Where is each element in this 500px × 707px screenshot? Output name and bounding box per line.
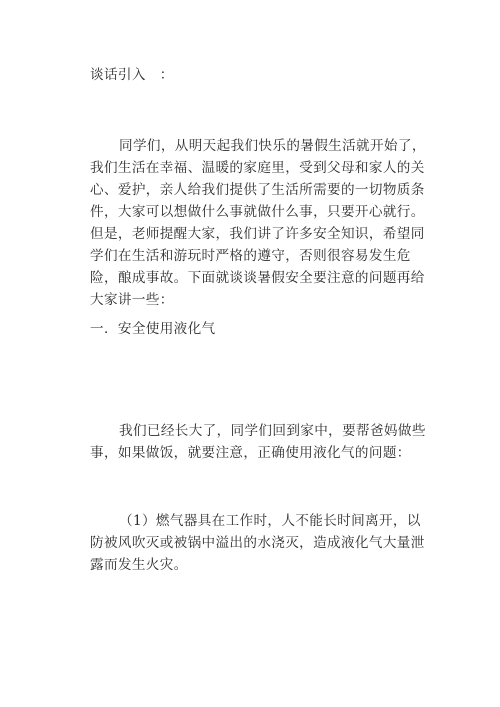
paragraph-intro-body: 同学们，从明天起我们快乐的暑假生活就开始了，我们生活在幸福、温暖的家庭里，受到父母和家人的关心、爱护，亲人给我们提供了生活所需要的一切物质条件，大家可以想做什么事就做什么事，只要开心就行。但是，老师提醒大家，我们讲了许多安全知识，希望同学们在生活和游玩时严格的遵守，否则很容易发生危险，酿成事故。下面就谈谈暑假安全要注意的问题再给大家讲一些： (90, 138, 426, 308)
paragraph-lpg-intro: 我们已经长大了，同学们回到家中，要帮爸妈做些事，如果做饭，就要注意，正确使用液化气的问题： (90, 423, 426, 461)
section-heading-lpg-safety: 一．安全使用液化气 (90, 321, 216, 337)
intro-heading: 谈话引入 ： (90, 67, 174, 83)
paragraph-lpg-rule-1: （1）燃气器具在工作时，人不能长时间离开，以防被风吹灭或被锅中溢出的水浇灭，造成液化气大量泄露而发生火灾。 (90, 513, 425, 573)
